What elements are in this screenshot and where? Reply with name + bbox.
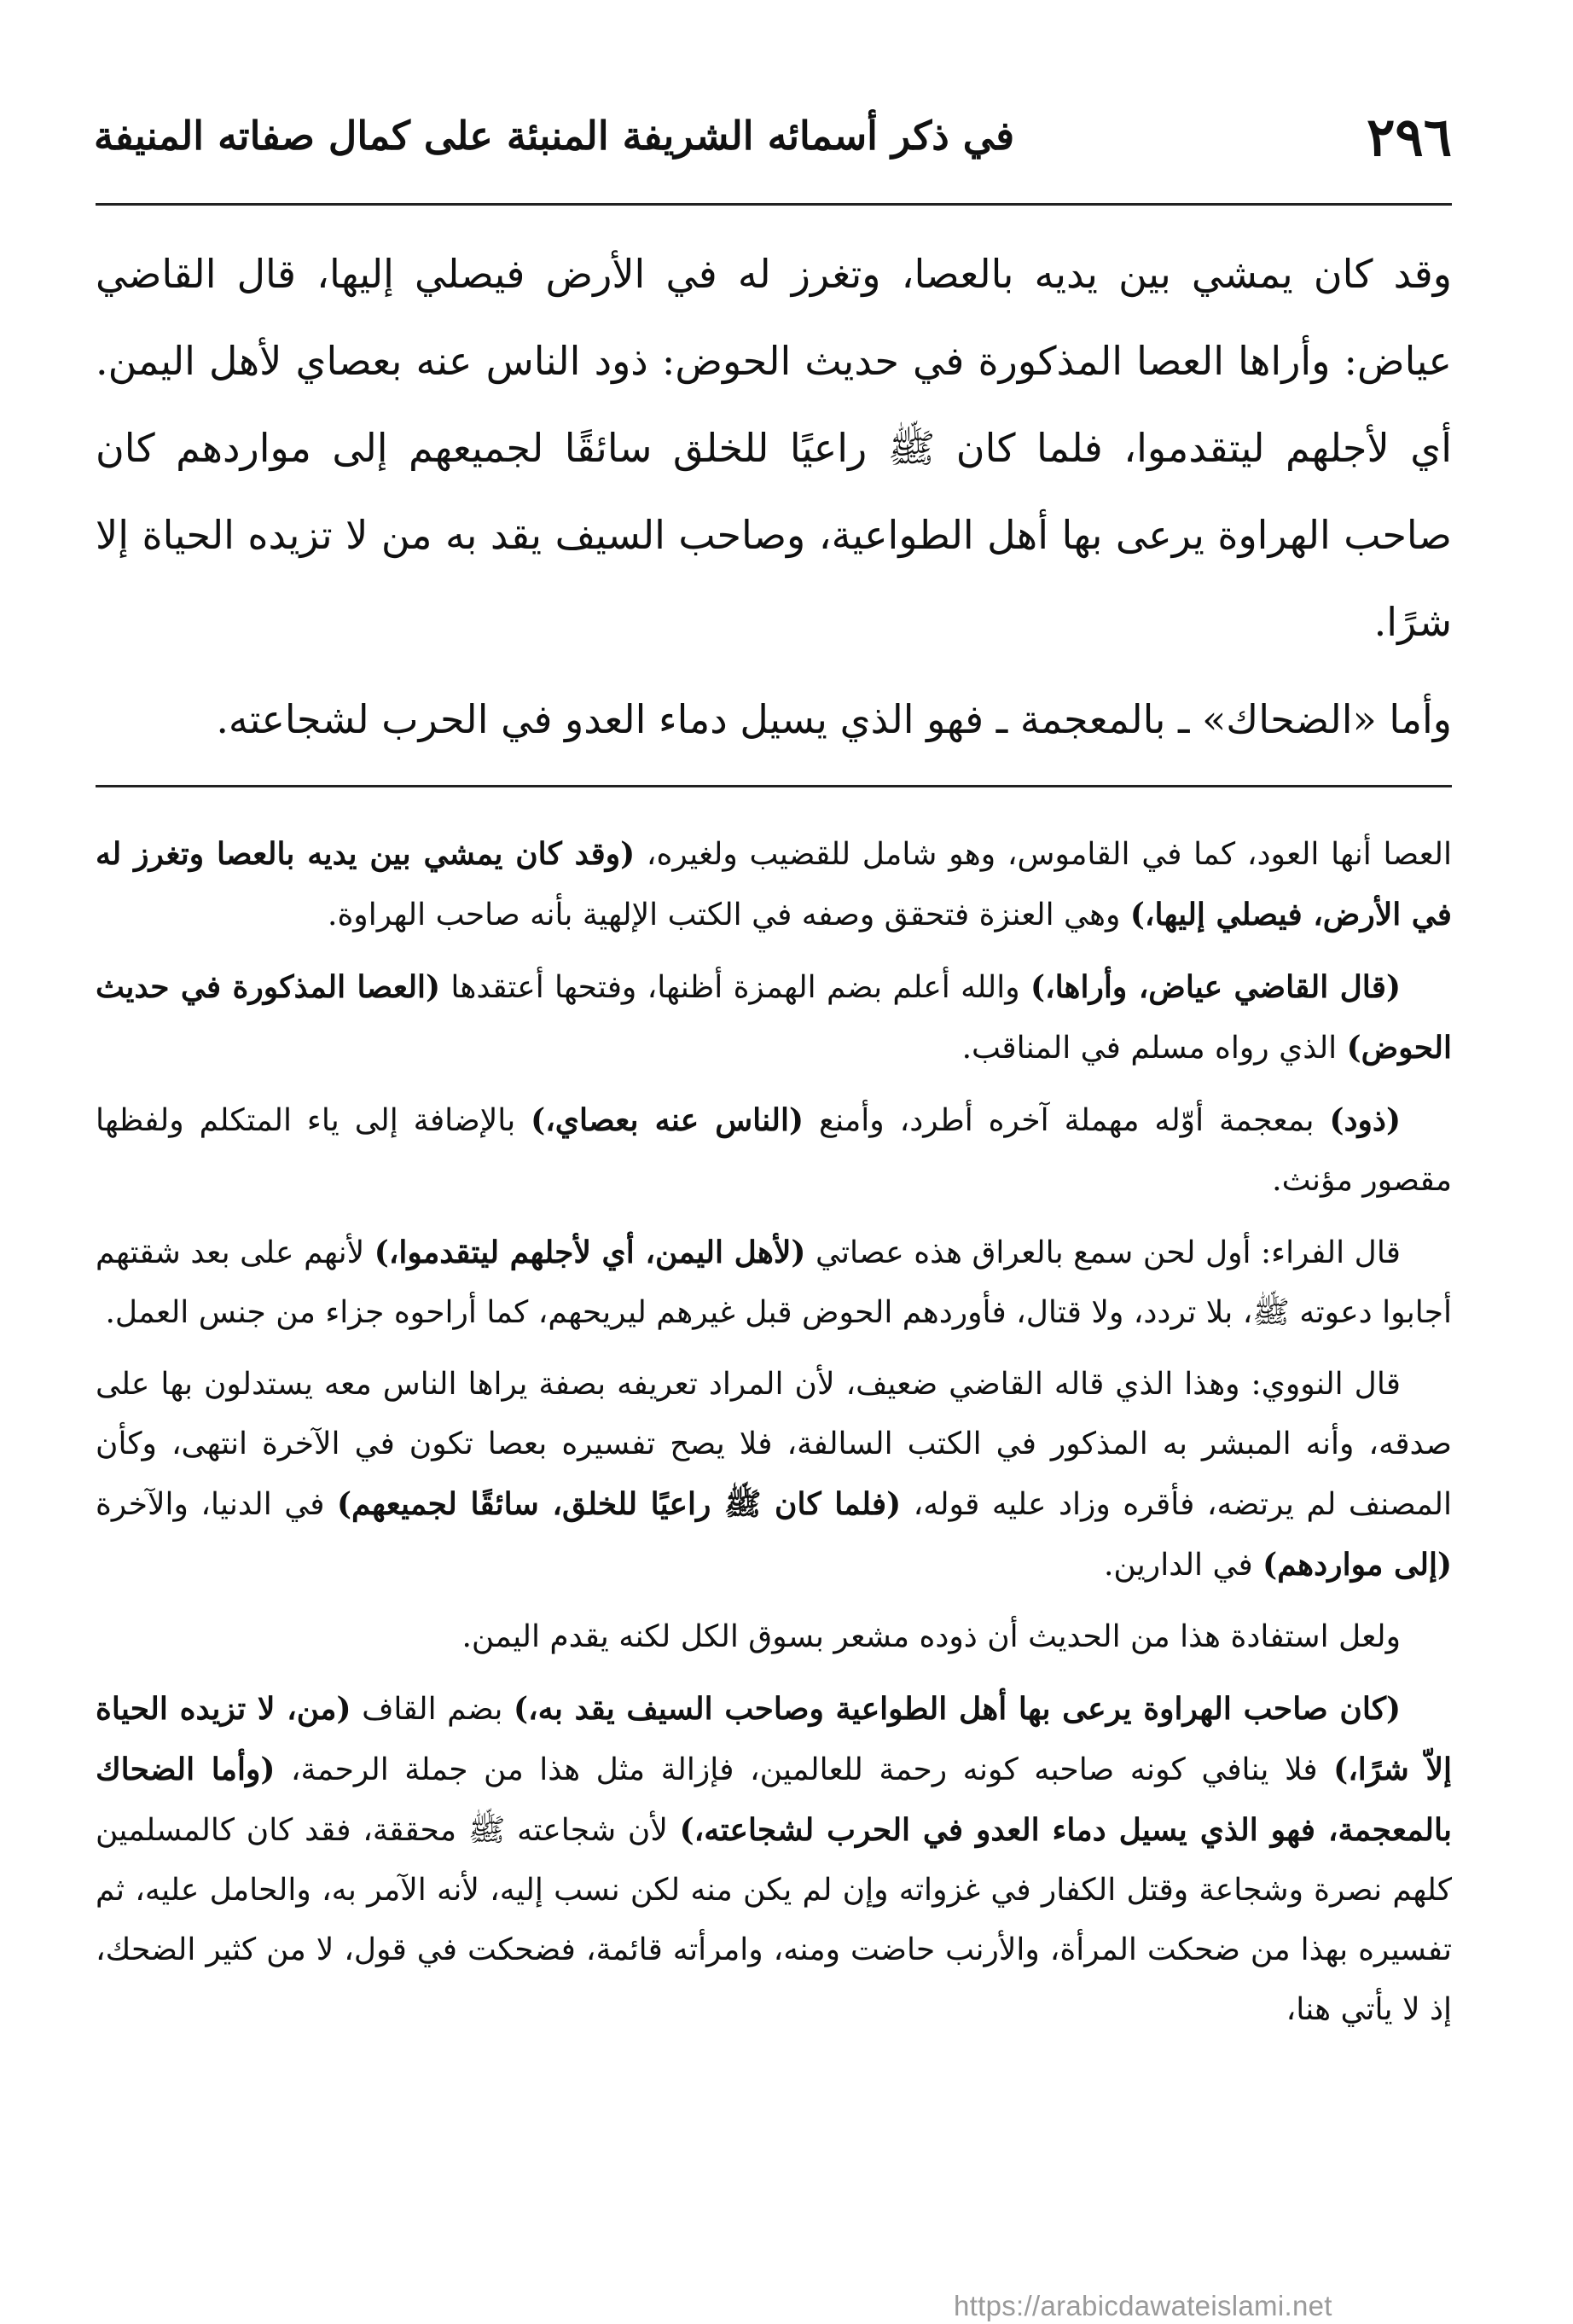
running-title: في ذكر أسمائه الشريفة المنبئة على كمال صفاته المنيفة <box>94 113 1015 159</box>
commentary-text: بمعجمة أوّله مهملة آخره أطرد، وأمنع <box>804 1103 1330 1138</box>
commentary-text: ولعل استفادة هذا من الحديث أن ذوده مشعر بسوق الكل لكنه يقدم اليمن. <box>461 1619 1401 1654</box>
commentary-paragraph <box>96 1355 1452 1595</box>
page-number: ٢٩٦ <box>1367 106 1452 168</box>
quoted-text: (إلى مواردهم) <box>1262 1547 1452 1583</box>
quoted-text: (فلما كان ﷺ راعيًا للخلق، سائقًا لجميعهم) <box>337 1486 902 1522</box>
commentary-text: بضم القاف <box>351 1692 514 1727</box>
watermark-url: https://arabicdawateislami.net <box>954 2290 1332 2321</box>
quoted-text: (العصا المذكورة في حديث الحوض) <box>96 969 1452 1066</box>
commentary-text: قال النووي: وهذا الذي قاله القاضي ضعيف، لأن المراد تعريفه بصفة يراها الناس معه يستدلون بها على صدقه، وأنه المبشر به المذكور في الكتب السالفة، فلا يصح تفسيره بعصا تكون في الآخرة انتهى، وكأن المصنف لم يرتضه، فأقره وزاد عليه قوله، <box>96 1367 1453 1522</box>
commentary-text: وهي العنزة فتحقق وصفه في الكتب الإلهية بأنه صاحب الهراوة. <box>328 898 1130 933</box>
header-rule <box>96 203 1452 206</box>
commentary-text: بالإضافة إلى ياء المتكلم ولفظها مقصور مؤنث. <box>96 1103 1452 1198</box>
section-divider <box>96 785 1452 787</box>
commentary-paragraph <box>96 1223 1452 1343</box>
quoted-text: (كان صاحب الهراوة يرعى بها أهل الطواعية وصاحب السيف يقد به،) <box>513 1691 1401 1727</box>
commentary-text: لأنهم على بعد شقتهم أجابوا دعوته ﷺ، بلا تردد، ولا قتال، فأوردهم الحوض قبل غيرهم ليريحهم، كما أراحوه جزاء من جنس العمل. <box>96 1235 1452 1330</box>
commentary-text: قال الفراء: أول لحن سمع بالعراق هذه عصاتي <box>805 1235 1402 1270</box>
page-header <box>94 102 1452 196</box>
commentary-text: في الدنيا، والآخرة <box>96 1487 337 1522</box>
main-paragraph: وقد كان يمشي بين يديه بالعصا، وتغرز له في الأرض فيصلي إليها، قال القاضي عياض: وأراها العصا المذكورة في حديث الحوض: ذود الناس عنه بعصاي لأهل اليمن. أي لأجلهم ليتقدموا، فلما كان ﷺ راعيًا للخلق سائقًا لجميعهم إلى مواردهم كان صاحب الهراوة يرعى بها أهل الطواعية، وصاحب السيف يقد به من لا تزيده الحياة إلا شرًا. <box>96 251 1452 645</box>
quoted-text: (من، لا تزيده الحياة إلاّ شرًا،) <box>96 1691 1452 1787</box>
commentary-text: لأن شجاعته ﷺ محققة، فقد كان كالمسلمين كلهم نصرة وشجاعة وقتل الكفار في غزواته وإن لم يكن منه لكن نسب إليه، لأنه الآمر به، والحامل عليه، ثم تفسيره بهذا من ضحكت المرأة، والأرنب حاضت ومنه، وامرأته قائمة، فضحكت في قول، لا من كثير الضحك، إذ لا يأتي هنا، <box>96 1813 1452 2027</box>
commentary-paragraph <box>96 1679 1452 2040</box>
commentary <box>96 824 1452 2040</box>
quoted-text: (ذود) <box>1329 1102 1401 1138</box>
main-paragraph: وأما «الضحاك» ـ بالمعجمة ـ فهو الذي يسيل دماء العدو في الحرب لشجاعته. <box>216 696 1452 742</box>
commentary-text: الذي رواه مسلم في المناقب. <box>961 1031 1347 1066</box>
quoted-text: (وأما الضحاك بالمعجمة، فهو الذي يسيل دماء العدو في الحرب لشجاعته،) <box>96 1752 1452 1848</box>
quoted-text: (لأهل اليمن، أي لأجلهم ليتقدموا،) <box>374 1235 806 1270</box>
commentary-text: والله أعلم بضم الهمزة أظنها، وفتحها أعتقدها <box>440 970 1030 1005</box>
commentary-text: العصا أنها العود، كما في القاموس، وهو شامل للقضيب ولغيره، <box>635 837 1453 872</box>
commentary-text: فلا ينافي كونه صاحبه كونه رحمة للعالمين، فإزالة مثل هذا من جملة الرحمة، <box>275 1752 1334 1787</box>
commentary-paragraph <box>96 1090 1452 1211</box>
quoted-text: (الناس عنه بعصاي،) <box>531 1102 804 1138</box>
quoted-text: (قال القاضي عياض، وأراها،) <box>1030 969 1401 1005</box>
quoted-text: (وقد كان يمشي بين يديه بالعصا وتغرز له في الأرض، فيصلي إليها،) <box>96 836 1452 933</box>
commentary-paragraph <box>96 957 1452 1078</box>
main-text <box>96 230 1452 763</box>
commentary-paragraph <box>96 1607 1452 1667</box>
commentary-paragraph <box>96 824 1452 945</box>
commentary-text: في الدارين. <box>1103 1548 1263 1583</box>
